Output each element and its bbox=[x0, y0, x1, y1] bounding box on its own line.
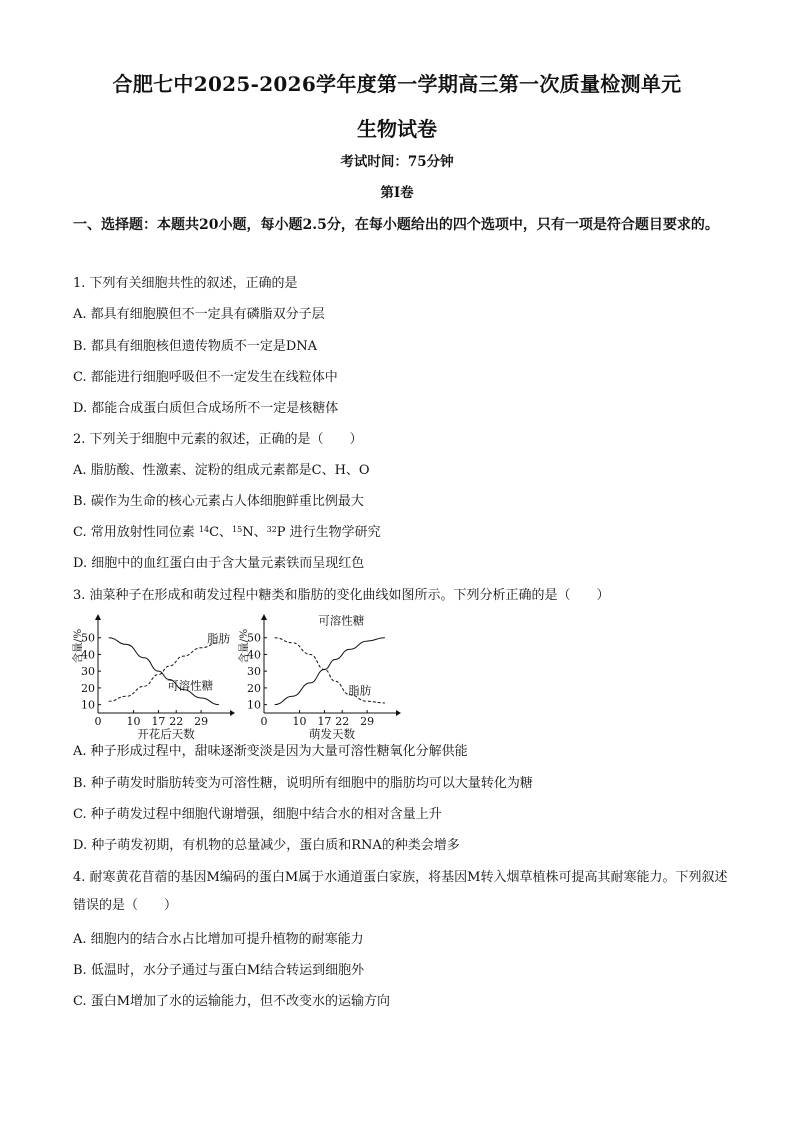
y-tick-label: 20 bbox=[247, 681, 261, 695]
y-tick-label: 40 bbox=[247, 648, 261, 662]
question-1-option-a: A. 都具有细胞膜但不一定具有磷脂双分子层 bbox=[73, 307, 325, 322]
y-axis-arrow bbox=[261, 614, 267, 620]
x-tick-label: 0 bbox=[260, 715, 268, 728]
question-4-option-b: B. 低温时，水分子通过与蛋白M结合转运到细胞外 bbox=[73, 963, 365, 978]
question-4-option-c: C. 蛋白M增加了水的运输能力，但不改变水的运输方向 bbox=[73, 994, 391, 1009]
question-2-option-b: B. 碳作为生命的核心元素占人体细胞鲜重比例最大 bbox=[73, 494, 364, 509]
option-c-suffix: 进行生物学研究 bbox=[285, 525, 381, 540]
series-label-0: 脂肪 bbox=[207, 631, 231, 646]
y-tick-label: 20 bbox=[81, 681, 95, 695]
question-2-option-c bbox=[73, 523, 733, 543]
question-2-option-d: D. 细胞中的血红蛋白由于含大量元素铁而呈现红色 bbox=[73, 556, 365, 571]
x-tick-label: 29 bbox=[194, 715, 209, 728]
question-3-stem: 3. 油菜种子在形成和萌发过程中糖类和脂肪的变化曲线如图所示。下列分析正确的是（ ） bbox=[73, 588, 610, 603]
option-c-prefix: C. 常用放射性同位素 bbox=[73, 525, 199, 540]
x-axis-label: 开花后天数 bbox=[137, 727, 195, 740]
y-tick-label: 10 bbox=[81, 698, 95, 712]
question-1-option-c: C. 都能进行细胞呼吸但不一定发生在线粒体中 bbox=[73, 370, 338, 385]
volume-label: 第I卷 bbox=[380, 185, 414, 201]
question-1-option-b: B. 都具有细胞核但遗传物质不一定是DNA bbox=[73, 339, 318, 354]
question-4-stem: 4. 耐寒黄花苜蓿的基因M编码的蛋白M属于水通道蛋白家族，将基因M转入烟草植株可提高其耐寒能力。下列叙述错误的是（ ） bbox=[73, 870, 728, 913]
x-axis-arrow bbox=[396, 710, 401, 716]
question-1-stem: 1. 下列有关细胞共性的叙述，正确的是 bbox=[73, 276, 298, 291]
y-axis-arrow bbox=[95, 614, 101, 620]
question-1-option-d: D. 都能合成蛋白质但合成场所不一定是核糖体 bbox=[73, 401, 339, 416]
y-tick-label: 30 bbox=[247, 665, 261, 679]
x-tick-label: 22 bbox=[335, 715, 350, 728]
isotope-n: N、 bbox=[242, 525, 267, 540]
isotope-14-mass: 14 bbox=[198, 525, 210, 534]
y-tick-label: 50 bbox=[247, 631, 261, 645]
exam-title: 合肥七中2025-2026学年度第一学期高三第一次质量检测单元 bbox=[112, 72, 682, 96]
y-tick-label: 50 bbox=[81, 631, 95, 645]
exam-time: 考试时间：75分钟 bbox=[340, 154, 454, 170]
x-tick-label: 22 bbox=[169, 715, 184, 728]
exam-subject: 生物试卷 bbox=[357, 117, 437, 141]
y-tick-label: 30 bbox=[81, 665, 95, 679]
x-axis-arrow bbox=[230, 710, 235, 716]
x-tick-label: 17 bbox=[151, 715, 166, 728]
seed-germination-chart bbox=[236, 612, 406, 740]
x-tick-label: 10 bbox=[126, 715, 141, 728]
series-label-1: 可溶性糖 bbox=[167, 678, 214, 693]
x-axis-label: 萌发天数 bbox=[309, 727, 355, 740]
y-tick-label: 40 bbox=[81, 648, 95, 662]
question-2-option-a: A. 脂肪酸、性激素、淀粉的组成元素都是C、H、O bbox=[73, 463, 370, 478]
x-tick-label: 29 bbox=[360, 715, 375, 728]
question-4-option-a: A. 细胞内的结合水占比增加可提升植物的耐寒能力 bbox=[73, 932, 364, 947]
y-axis-label: 含量/% bbox=[238, 628, 250, 664]
x-tick-label: 10 bbox=[292, 715, 307, 728]
isotope-p: P bbox=[276, 525, 286, 540]
y-axis-label: 含量/% bbox=[72, 628, 84, 664]
series-label-1: 脂肪 bbox=[348, 683, 372, 698]
y-tick-label: 10 bbox=[247, 698, 261, 712]
seed-formation-chart bbox=[70, 612, 240, 740]
question-3-option-a: A. 种子形成过程中，甜味逐渐变淡是因为大量可溶性糖氧化分解供能 bbox=[73, 744, 468, 759]
section-heading: 一、选择题：本题共20小题，每小题2.5分，在每小题给出的四个选项中，只有一项是符合题目要求的。 bbox=[73, 217, 719, 233]
question-3-option-b: B. 种子萌发时脂肪转变为可溶性糖，说明所有细胞中的脂肪均可以大量转化为糖 bbox=[73, 776, 533, 791]
isotope-32-mass: 32 bbox=[266, 525, 277, 534]
isotope-c: C、 bbox=[209, 525, 233, 540]
question-3-option-d: D. 种子萌发初期，有机物的总量减少，蛋白质和RNA的种类会增多 bbox=[73, 838, 460, 853]
x-tick-label: 0 bbox=[94, 715, 102, 728]
question-2-stem: 2. 下列关于细胞中元素的叙述，正确的是（ ） bbox=[73, 432, 363, 447]
series-label-0: 可溶性糖 bbox=[318, 613, 365, 628]
question-3-option-c: C. 种子萌发过程中细胞代谢增强，细胞中结合水的相对含量上升 bbox=[73, 807, 442, 822]
isotope-15-mass: 15 bbox=[232, 525, 243, 534]
x-tick-label: 17 bbox=[317, 715, 332, 728]
